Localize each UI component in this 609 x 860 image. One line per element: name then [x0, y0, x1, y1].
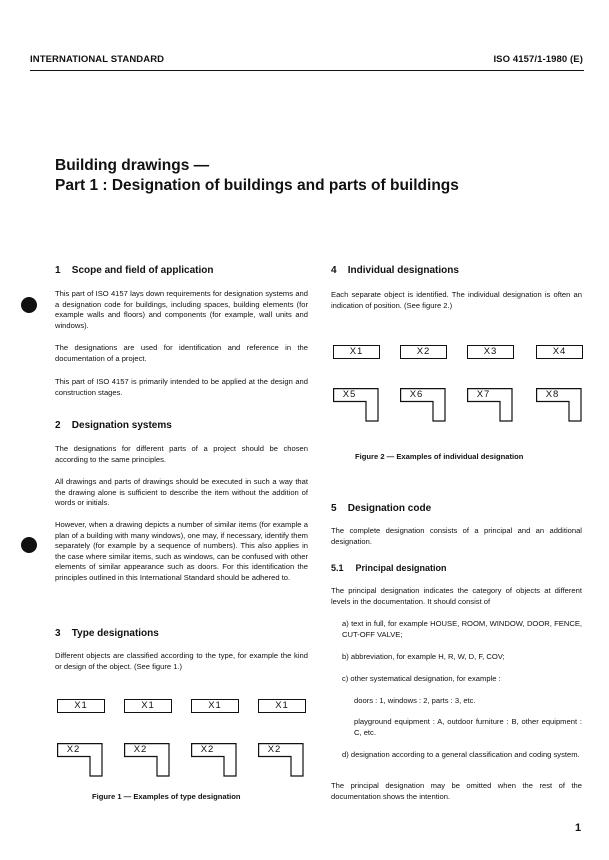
section-number: 2 [55, 420, 61, 431]
individual-lbox-label: X7 [476, 389, 491, 400]
individual-box: X3 [467, 345, 514, 359]
paragraph: The designations are used for identification and reference in the documentation of a project. [55, 343, 308, 363]
header-rule [30, 70, 584, 71]
section-number: 3 [55, 628, 61, 639]
margin-bullet-mark [21, 537, 37, 553]
type-box: X1 [191, 699, 239, 713]
individual-box: X2 [400, 345, 447, 359]
list-subitem: doors : 1, windows : 2, parts : 3, etc. [354, 696, 476, 705]
type-box: X1 [57, 699, 105, 713]
individual-lbox [400, 388, 445, 421]
paragraph: Each separate object is identified. The individual designation is often an indication of position. (See figure 2.) [331, 290, 582, 310]
section-title: Individual designations [347, 265, 459, 276]
individual-lbox [333, 388, 378, 421]
individual-box: X1 [333, 345, 380, 359]
figure-1-caption: Figure 1 — Examples of type designation [92, 792, 241, 801]
individual-lbox-label: X8 [545, 389, 560, 400]
section-number: 4 [331, 265, 337, 276]
type-lbox-label: X2 [200, 744, 215, 755]
paragraph: The complete designation consists of a principal and an additional designation. [331, 526, 582, 546]
margin-bullet-mark [21, 297, 37, 313]
list-item-c: c) other systematical designation, for example : [342, 674, 501, 683]
section-2-heading [55, 420, 172, 431]
list-item-d: d) designation according to a general classification and coding system. [342, 750, 580, 759]
section-3-heading [55, 628, 159, 639]
paragraph: The principal designation indicates the category of objects at different levels in the documentation. It should consist of [331, 586, 582, 606]
type-lbox-label: X2 [133, 744, 148, 755]
paragraph: This part of ISO 4157 is primarily intended to be applied at the design and construction stages. [55, 377, 308, 397]
paragraph: Different objects are classified according to the type, for example the kind or design of the object. (See figure 1.) [55, 651, 308, 671]
type-lbox-label: X2 [267, 744, 282, 755]
title-line2: Part 1 : Designation of buildings and parts of buildings [55, 177, 459, 194]
paragraph: All drawings and parts of drawings should be executed in such a way that the drawing alone is sufficient to describe the item without the addition of words or initials. [55, 477, 308, 508]
section-title: Type designations [71, 628, 159, 639]
section-number: 5 [331, 503, 337, 514]
type-box: X1 [258, 699, 306, 713]
type-lbox [258, 743, 303, 776]
type-box: X1 [124, 699, 172, 713]
section-number: 1 [55, 265, 61, 276]
individual-box: X4 [536, 345, 583, 359]
section-number: 5.1 [331, 563, 344, 573]
individual-lbox [536, 388, 581, 421]
individual-lbox-label: X5 [342, 389, 357, 400]
section-title: Principal designation [355, 563, 447, 573]
section-title: Scope and field of application [71, 265, 214, 276]
section-1-heading [55, 265, 213, 276]
type-lbox-label: X2 [66, 744, 81, 755]
type-lbox [191, 743, 236, 776]
section-title: Designation code [347, 503, 432, 514]
type-lbox [57, 743, 102, 776]
title-line1: Building drawings — [55, 157, 210, 174]
header-left: INTERNATIONAL STANDARD [30, 54, 165, 65]
section-4-heading [331, 265, 459, 276]
type-lbox [124, 743, 169, 776]
paragraph: The designations for different parts of a project should be chosen according to the same principles. [55, 444, 308, 464]
paragraph: However, when a drawing depicts a number of similar items (for example a plan of a building with many windows), one may, if necessary, identify them separately (for example by a sequence of numbers). This also applies in the case where similar items, such as windows, can be confused with other elements of similar appearance such as doors. For this identification the principles outlined in this International Standard should be adhered to. [55, 520, 308, 582]
list-item-b: b) abbreviation, for example H, R, W, D, F, COV; [342, 652, 505, 661]
individual-lbox-label: X6 [409, 389, 424, 400]
list-item-a: a) text in full, for example HOUSE, ROOM, WINDOW, DOOR, FENCE, CUT-OFF VALVE; [342, 619, 582, 639]
figure-2-caption: Figure 2 — Examples of individual designation [355, 452, 524, 461]
header-right: ISO 4157/1-1980 (E) [493, 54, 583, 65]
section-title: Designation systems [71, 420, 172, 431]
paragraph: The principal designation may be omitted when the rest of the documentation shows the intention. [331, 781, 582, 801]
section-5-heading [331, 503, 431, 514]
list-subitem: playground equipment : A, outdoor furniture : B, other equipment : C, etc. [354, 717, 582, 737]
page-number: 1 [575, 822, 582, 834]
paragraph: This part of ISO 4157 lays down requirements for designation systems and a designation code for buildings, including spaces, building elements (for example walls and floors) and components (for example, wall units and windows). [55, 289, 308, 330]
section-5-1-heading [331, 563, 447, 573]
individual-lbox [467, 388, 512, 421]
